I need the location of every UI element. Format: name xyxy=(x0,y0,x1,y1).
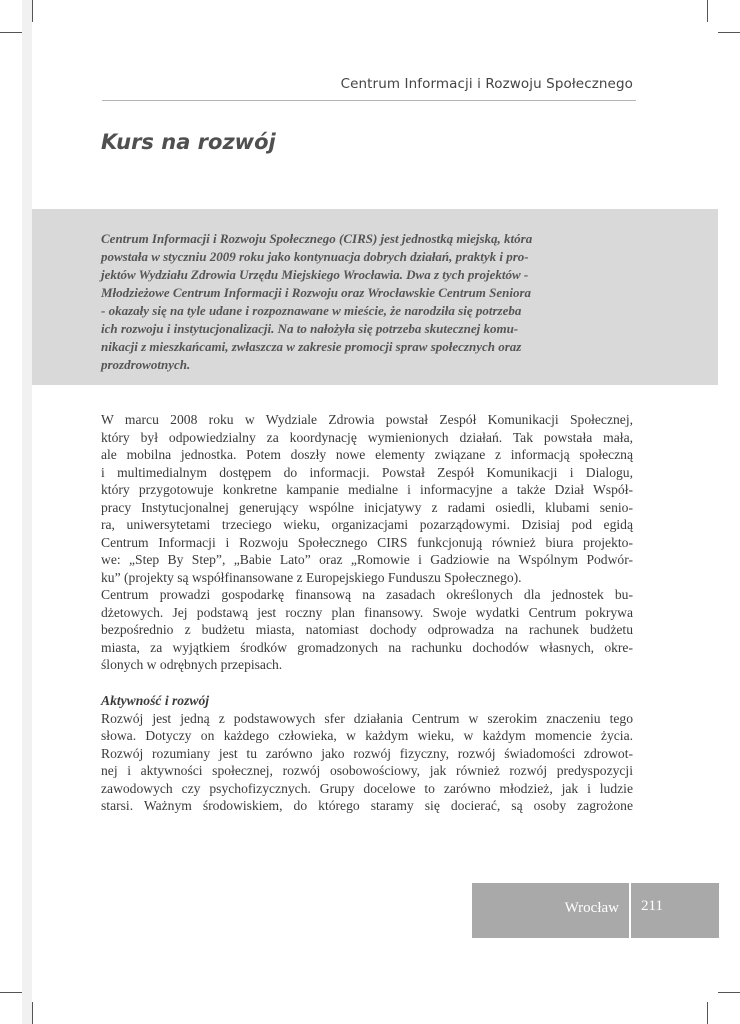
body-paragraph xyxy=(101,411,633,674)
lead-line: ich rozwoju i instytucjonalizacji. Na to nałożyła się potrzeba skutecznej komu- xyxy=(101,321,519,336)
body-line: dżetowych. Jej podstawą jest roczny plan finansowy. Swoje wydatki Centrum pokrywa xyxy=(101,604,633,620)
body-line: zawodowych czy psychofizycznych. Grupy docelowe to zarówno młodzież, jak i ludzie xyxy=(101,780,633,796)
crop-mark xyxy=(0,32,22,33)
lead-line: powstała w styczniu 2009 roku jako kontynuacja dobrych działań, praktyk i pro- xyxy=(101,249,529,264)
lead-paragraph xyxy=(101,230,633,374)
footer-city: Wrocław xyxy=(564,900,619,916)
body-line: ale mobilna jednostka. Potem doszły nowe elementy związane z informacją społeczną xyxy=(101,447,633,462)
body-line: i multimedialnym dostępem do informacji. Powstał Zespół Komunikacji i Dialogu, xyxy=(101,464,633,480)
body-line: który był odpowiedzialny za koordynację wymienionych działań. Tak powstała mała, xyxy=(101,429,633,445)
crop-mark xyxy=(707,0,708,22)
body-line: W marcu 2008 roku w Wydziale Zdrowia powstał Zespół Komunikacji Społecznej, xyxy=(101,412,633,427)
body-line: bezpośrednio z budżetu miasta, natomiast dochody odprowadza na rachunek budżetu xyxy=(101,622,633,637)
body-line: Centrum Informacji i Rozwoju Społecznego CIRS funkcjonują również biura projekto- xyxy=(101,534,633,550)
page-number: 211 xyxy=(641,898,663,914)
body-line: Centrum prowadzi gospodarkę finansową na zasadach określonych dla jednostek bu- xyxy=(101,587,633,602)
body-line: miasta, za wyjątkiem środków gromadzonych na rachunku dochodów własnych, okre- xyxy=(101,639,633,655)
body-line: słowa. Dotyczy on każdego człowieka, w każdym wieku, w każdym momencie życia. xyxy=(101,728,633,743)
page-title: Kurs na rozwój xyxy=(101,130,276,154)
lead-line: - okazały się na tyle udane i rozpoznawane w mieście, że narodziła się potrzeba xyxy=(101,303,522,318)
body-line: nej i aktywności społecznej, rozwój osobowościowy, jak również rozwój predyspozycji xyxy=(101,763,633,778)
body-line: ra, uniwersytetami trzeciego wieku, organizacjami pozarządowymi. Dzisiaj pod egidą xyxy=(101,517,633,532)
lead-line: nikacji z mieszkańcami, zwłaszcza w zakresie promocji spraw społecznych oraz xyxy=(101,339,522,354)
crop-mark xyxy=(32,0,33,22)
body-line: starsi. Ważnym środowiskiem, do którego staramy się docierać, są osoby zagrożone xyxy=(101,798,633,813)
body-line: który przygotowuje konkretne kampanie medialne i informacyjne a także Dział Współ- xyxy=(101,482,633,497)
body-line: ślonych w odrębnych przepisach. xyxy=(101,657,283,672)
body-line: pracy Instytucjonalnej generujący wspólne inicjatywy z radami osiedli, klubami senio- xyxy=(101,499,633,515)
crop-mark xyxy=(718,32,740,33)
lead-line: Młodzieżowe Centrum Informacji i Rozwoju oraz Wrocławskie Centrum Seniora xyxy=(101,285,532,300)
body-line: Rozwój jest jedną z podstawowych sfer działania Centrum w szerokim znaczeniu tego xyxy=(101,710,633,726)
section-paragraph xyxy=(101,692,633,815)
header-rule xyxy=(102,100,636,101)
lead-line: jektów Wydziału Zdrowia Urzędu Miejskiego Wrocławia. Dwa z tych projektów - xyxy=(101,267,529,282)
body-line: we: „Step By Step”, „Babie Lato” oraz „Romowie i Gadziowie na Wspólnym Podwór- xyxy=(101,552,633,567)
page-margin-strip xyxy=(22,0,32,1024)
body-line: ku” (projekty są współfinansowane z Europejskiego Funduszu Społecznego). xyxy=(101,569,522,585)
crop-mark xyxy=(718,992,740,993)
section-subheading: Aktywność i rozwój xyxy=(101,693,210,708)
crop-mark xyxy=(32,1002,33,1024)
crop-mark xyxy=(707,1002,708,1024)
running-head: Centrum Informacji i Rozwoju Społecznego xyxy=(340,76,633,92)
lead-line: Centrum Informacji i Rozwoju Społecznego (CIRS) jest jednostką miejską, która xyxy=(101,231,533,246)
body-line: Rozwój rozumiany jest tu zarówno jako rozwój fizyczny, rozwój świadomości zdrowot- xyxy=(101,745,633,761)
crop-mark xyxy=(0,992,22,993)
lead-line: prozdrowotnych. xyxy=(101,357,191,372)
